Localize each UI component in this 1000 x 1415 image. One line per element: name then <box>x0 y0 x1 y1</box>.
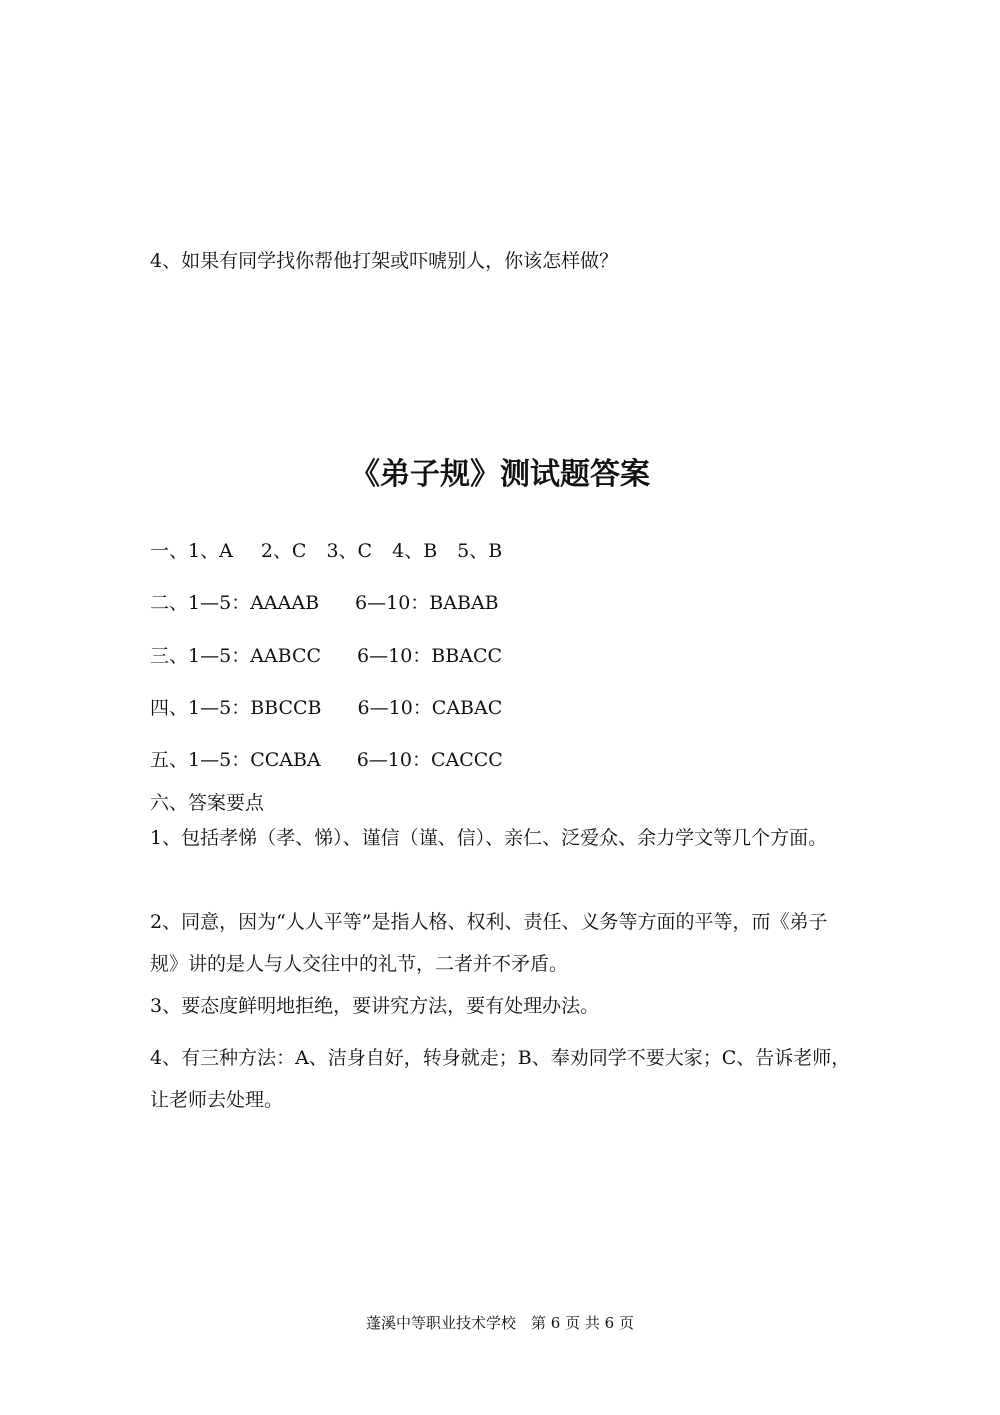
answer-item: 1、A <box>188 540 233 562</box>
answer-group-second: 6—10：CACCC <box>356 749 503 771</box>
section-prefix: 四、 <box>150 697 189 719</box>
answer-group-first: 1—5：CCABA <box>188 749 321 771</box>
answer-point-3: 3、要态度鲜明地拒绝，要讲究方法，要有处理办法。 <box>150 995 600 1017</box>
answer-group-second: 6—10：CABAC <box>357 697 503 719</box>
answer-group-second: 6—10：BBACC <box>357 645 503 667</box>
answer-section-4 <box>150 695 502 721</box>
answer-group-first: 1—5：AAAAB <box>188 592 320 614</box>
answer-item: 5、B <box>457 540 503 562</box>
section-6-heading: 六、答案要点 <box>150 792 265 814</box>
page-title: 《弟子规》测试题答案 <box>350 457 650 492</box>
section-prefix: 三、 <box>150 645 189 667</box>
section-prefix: 二、 <box>150 592 189 614</box>
question-4: 4、如果有同学找你帮他打架或吓唬别人，你该怎样做？ <box>150 250 619 272</box>
answer-group-second: 6—10：BABAB <box>355 592 499 614</box>
answer-point-4: 4、有三种方法：A、洁身自好，转身就走；B、奉劝同学不要大家；C、告诉老师，让老师去处理。 <box>150 1047 851 1111</box>
answer-item: 3、C <box>326 540 373 562</box>
section-prefix: 五、 <box>150 749 189 771</box>
answer-item: 2、C <box>260 540 307 562</box>
answer-item: 4、B <box>392 540 438 562</box>
page-footer: 蓬溪中等职业技术学校 第 6 页 共 6 页 <box>366 1314 634 1332</box>
answer-section-1 <box>150 538 502 564</box>
answer-point-2: 2、同意，因为“人人平等”是指人格、权利、责任、义务等方面的平等，而《弟子规》讲的是人与人交往中的礼节，二者并不矛盾。 <box>150 911 828 975</box>
answer-point-1: 1、包括孝悌（孝、悌）、谨信（谨、信）、亲仁、泛爱众、余力学文等几个方面。 <box>150 827 828 849</box>
section-prefix: 一、 <box>150 540 189 562</box>
answer-section-3 <box>150 643 502 669</box>
answer-group-first: 1—5：AABCC <box>188 645 322 667</box>
answer-group-first: 1—5：BBCCB <box>188 697 322 719</box>
answer-section-2 <box>150 590 499 616</box>
answer-section-5 <box>150 747 503 773</box>
